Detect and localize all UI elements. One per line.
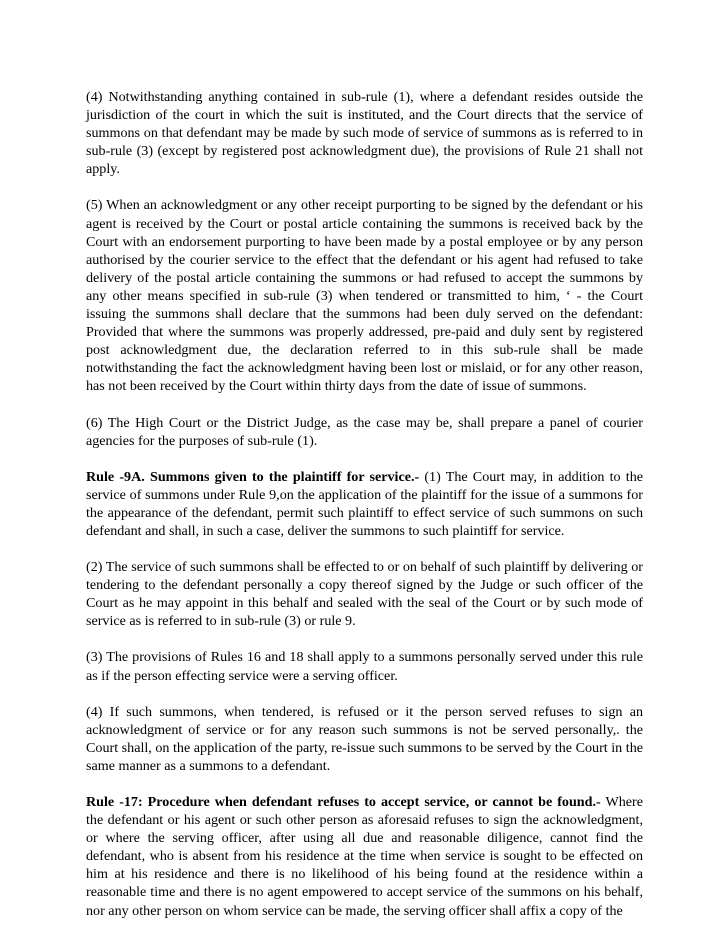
paragraph-rule-9a bbox=[86, 468, 643, 540]
paragraph-9a-subrule-3: (3) The provisions of Rules 16 and 18 shall apply to a summons personally served under this rule as if the person effecting service were a serving officer. bbox=[86, 649, 643, 684]
paragraph-subrule-5: (5) When an acknowledgment or any other receipt purporting to be signed by the defendant or his agent is received by the Court or postal article containing the summons is received back by the Court with an endorsement purporting to have been made by a postal employee or by any person authorised by the courier service to the effect that the defendant or his agent had refused to take delivery of the postal article containing the summons or had refused to accept the summons by any other means specified in sub-rule (3) when tendered or transmitted to him, ‘ - the Court issuing the summons shall declare that the summons had been duly served on the defendant: Provided that where the summons was properly addressed, pre-paid and duly sent by registered post acknowledgment due, the declaration referred to in this sub-rule shall be made notwithstanding the fact the acknowledgment having been lost or mislaid, or for any other reason, has not been received by the Court within thirty days from the date of issue of summons. bbox=[86, 197, 643, 395]
paragraph-subrule-4: (4) Notwithstanding anything contained in sub-rule (1), where a defendant resides outside the jurisdiction of the court in which the suit is instituted, and the Court directs that the service of summons on that defendant may be made by such mode of service of summons as is referred to in sub-rule (3) (except by registered post acknowledgment due), the provisions of Rule 21 shall not apply. bbox=[86, 89, 643, 178]
paragraph-rule-17 bbox=[86, 793, 643, 920]
paragraph-9a-subrule-2: (2) The service of such summons shall be effected to or on behalf of such plaintiff by delivering or tendering to the defendant personally a copy thereof signed by the Judge or such officer of the Court as he may appoint in this behalf and sealed with the seal of the Court or by such mode of service as is referred to in sub-rule (3) or rule 9. bbox=[86, 559, 643, 630]
paragraph-9a-subrule-4: (4) If such summons, when tendered, is refused or it the person served refuses to sign an acknowledgment of service or for any reason such summons is not be served personally,. the Court shall, on the application of the party, re-issue such summons to be served by the Court in the same manner as a summons to a defendant. bbox=[86, 703, 643, 774]
rule-17-body: Where the defendant or his agent or such other person as aforesaid refuses to sign the acknowledgment, or where the serving officer, after using all due and reasonable diligence, cannot find the defendant, who is absent from his residence at the time when service is sought to be effected on him at his residence and there is no likelihood of his being found at the residence within a reasonable time and there is no agent empowered to accept service of the summons on his behalf, nor any other person on whom service can be made, the serving officer shall affix a copy of the bbox=[86, 794, 643, 919]
rule-17-heading: Rule -17: Procedure when defendant refuses to accept service, or cannot be found.- bbox=[86, 794, 601, 810]
paragraph-subrule-6: (6) The High Court or the District Judge, as the case may be, shall prepare a panel of courier agencies for the purposes of sub-rule (1). bbox=[86, 414, 643, 449]
document-page bbox=[86, 88, 643, 938]
rule-9a-body: (1) The Court may, in addition to the service of summons under Rule 9,on the application of the plaintiff for the issue of a summons for the appearance of the defendant, permit such plaintiff to effect service of such summons on such defendant and shall, in such a case, deliver the summons to such plaintiff for service. bbox=[86, 468, 644, 539]
rule-9a-heading: Rule -9A. Summons given to the plaintiff for service.- bbox=[86, 468, 420, 485]
